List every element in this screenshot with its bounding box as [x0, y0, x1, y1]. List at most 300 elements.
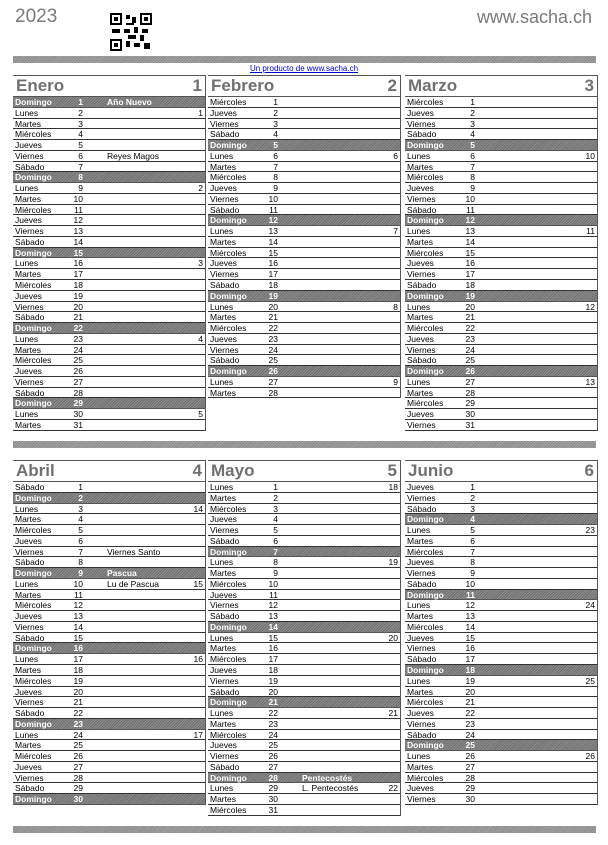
day-row: [405, 633, 597, 644]
day-number: 24: [465, 729, 475, 740]
day-row: [13, 600, 205, 611]
day-row: [405, 119, 597, 130]
day-name: Miércoles: [210, 323, 247, 334]
day-name: Sábado: [407, 578, 437, 589]
day-name: Lunes: [210, 783, 234, 794]
day-name: Martes: [407, 761, 433, 772]
day-row: [13, 633, 205, 644]
day-row: [13, 129, 205, 140]
day-name: Jueves: [210, 740, 237, 751]
day-row: [208, 377, 400, 388]
site-label: www.sacha.ch: [476, 7, 592, 27]
day-name: Martes: [15, 514, 41, 525]
day-number: 14: [268, 236, 278, 247]
day-name: Miércoles: [15, 751, 52, 762]
day-name: Miércoles: [407, 398, 444, 409]
day-row: [13, 697, 205, 708]
day-name: Sábado: [15, 312, 45, 323]
day-name: Sábado: [210, 204, 240, 215]
holiday-label: Pascua: [107, 568, 137, 579]
day-number: 9: [470, 183, 475, 194]
day-name: Lunes: [210, 150, 234, 161]
day-row: [405, 420, 597, 431]
day-number: 29: [73, 398, 83, 409]
day-name: Viernes: [407, 794, 436, 805]
day-name: Domingo: [15, 492, 52, 503]
day-number: 2: [470, 492, 475, 503]
day-row: [208, 783, 400, 794]
day-number: 22: [268, 323, 278, 334]
day-number: 24: [465, 344, 475, 355]
day-number: 12: [268, 600, 278, 611]
day-name: Martes: [210, 236, 236, 247]
day-number: 5: [470, 525, 475, 536]
day-row: [208, 514, 400, 525]
month-header: [405, 460, 597, 482]
sunday-row: [405, 590, 597, 601]
day-row: [208, 730, 400, 741]
day-name: Domingo: [15, 97, 52, 107]
day-name: Jueves: [407, 183, 434, 194]
day-name: Domingo: [15, 398, 52, 409]
day-number: 28: [268, 387, 278, 398]
day-number: 28: [73, 772, 83, 783]
day-name: Domingo: [15, 172, 52, 183]
day-row: [405, 162, 597, 173]
day-number: 28: [73, 387, 83, 398]
day-row: [405, 719, 597, 730]
sunday-row: [208, 547, 400, 558]
day-name: Viernes: [407, 193, 436, 204]
day-number: 7: [273, 161, 278, 172]
day-name: Sábado: [15, 387, 45, 398]
day-number: 24: [268, 729, 278, 740]
day-name: Jueves: [210, 514, 237, 525]
sunday-row: [208, 215, 400, 226]
day-number: 2: [78, 492, 83, 503]
day-number: 6: [78, 535, 83, 546]
day-name: Jueves: [15, 366, 42, 377]
day-row: [13, 611, 205, 622]
day-row: [208, 536, 400, 547]
day-name: Miércoles: [407, 247, 444, 258]
week-number: 13: [585, 376, 595, 387]
day-row: [208, 323, 400, 334]
day-number: 8: [78, 557, 83, 568]
day-name: Viernes: [210, 344, 239, 355]
sunday-row: [13, 568, 205, 579]
day-name: Jueves: [210, 589, 237, 600]
day-row: [13, 194, 205, 205]
day-name: Lunes: [407, 600, 431, 611]
day-number: 22: [73, 708, 83, 719]
day-name: Domingo: [210, 140, 247, 151]
day-number: 11: [74, 204, 83, 215]
month-header: [13, 460, 205, 482]
day-row: [13, 215, 205, 226]
day-name: Lunes: [210, 632, 234, 643]
day-row: [208, 280, 400, 291]
day-row: [405, 172, 597, 183]
day-name: Jueves: [15, 686, 42, 697]
day-number: 23: [73, 333, 83, 344]
day-name: Sábado: [15, 632, 45, 643]
day-number: 3: [273, 118, 278, 129]
day-name: Viernes: [407, 568, 436, 579]
day-row: [405, 129, 597, 140]
day-row: [208, 388, 400, 399]
day-number: 5: [273, 140, 278, 151]
day-number: 12: [465, 600, 475, 611]
day-number: 23: [465, 333, 475, 344]
day-row: [13, 183, 205, 194]
sunday-row: [405, 665, 597, 676]
day-number: 5: [470, 140, 475, 151]
sunday-row: [405, 215, 597, 226]
day-row: [405, 398, 597, 409]
day-number: 3: [78, 503, 83, 514]
day-row: [405, 205, 597, 216]
day-name: Sábado: [15, 161, 45, 172]
day-name: Lunes: [15, 258, 39, 269]
day-row: [405, 323, 597, 334]
holiday-label: Lu de Pascua: [107, 578, 159, 589]
week-number: 4: [198, 333, 203, 344]
day-number: 3: [78, 118, 83, 129]
day-number: 21: [268, 697, 278, 708]
day-row: [405, 302, 597, 313]
day-name: Miércoles: [15, 525, 52, 536]
month-name: Enero: [16, 76, 65, 95]
day-row: [13, 366, 205, 377]
day-number: 4: [273, 129, 278, 140]
day-row: [208, 355, 400, 366]
day-row: [13, 409, 205, 420]
day-name: Sábado: [407, 129, 437, 140]
day-name: Martes: [210, 312, 236, 323]
day-name: Domingo: [407, 665, 444, 676]
sunday-row: [405, 740, 597, 751]
week-number: 8: [393, 301, 398, 312]
day-name: Miércoles: [210, 503, 247, 514]
day-name: Lunes: [15, 729, 39, 740]
month-name: Febrero: [211, 76, 275, 95]
day-name: Martes: [210, 492, 236, 503]
week-number: 18: [388, 482, 398, 492]
day-row: [208, 633, 400, 644]
day-number: 25: [465, 740, 475, 751]
week-number: 6: [393, 150, 398, 161]
month-number: 2: [387, 76, 397, 95]
day-name: Martes: [210, 161, 236, 172]
day-row: [13, 654, 205, 665]
day-name: Jueves: [210, 107, 237, 118]
day-row: [405, 568, 597, 579]
day-row: [405, 97, 597, 108]
day-name: Sábado: [407, 654, 437, 665]
day-name: Viernes: [407, 718, 436, 729]
day-row: [208, 482, 400, 493]
day-name: Domingo: [15, 247, 52, 258]
day-number: 19: [73, 290, 83, 301]
week-number: 3: [198, 258, 203, 269]
day-row: [13, 525, 205, 536]
day-name: Viernes: [15, 621, 44, 632]
day-name: Viernes: [407, 344, 436, 355]
day-name: Martes: [15, 118, 41, 129]
day-number: 25: [73, 355, 83, 366]
day-number: 19: [465, 290, 475, 301]
day-number: 27: [73, 761, 83, 772]
day-row: [13, 280, 205, 291]
day-name: Miércoles: [15, 600, 52, 611]
day-number: 7: [78, 161, 83, 172]
day-row: [208, 129, 400, 140]
day-number: 1: [470, 482, 475, 492]
day-name: Miércoles: [15, 129, 52, 140]
day-row: [405, 794, 597, 805]
day-name: Domingo: [407, 740, 444, 751]
day-name: Jueves: [210, 258, 237, 269]
week-number: 9: [393, 376, 398, 387]
day-number: 29: [465, 783, 475, 794]
day-number: 22: [465, 708, 475, 719]
day-row: [13, 312, 205, 323]
day-number: 26: [268, 751, 278, 762]
sunday-row: [208, 622, 400, 633]
sunday-row: [13, 248, 205, 259]
day-name: Viernes: [15, 697, 44, 708]
day-row: [208, 676, 400, 687]
day-number: 7: [78, 546, 83, 557]
day-row: [13, 151, 205, 162]
day-name: Viernes: [15, 772, 44, 783]
day-number: 29: [73, 783, 83, 794]
day-number: 6: [78, 150, 83, 161]
week-number: 11: [586, 226, 595, 237]
day-name: Lunes: [407, 525, 431, 536]
day-name: Viernes: [210, 751, 239, 762]
day-row: [13, 119, 205, 130]
day-name: Jueves: [407, 409, 434, 420]
day-number: 22: [268, 708, 278, 719]
day-number: 26: [465, 751, 475, 762]
month-febrero: [208, 75, 401, 398]
day-row: [13, 622, 205, 633]
day-number: 19: [465, 675, 475, 686]
day-number: 21: [73, 697, 83, 708]
day-name: Viernes: [15, 301, 44, 312]
day-row: [405, 600, 597, 611]
week-number: 24: [585, 600, 595, 611]
day-row: [405, 547, 597, 558]
day-number: 8: [273, 557, 278, 568]
day-name: Sábado: [210, 535, 240, 546]
day-number: 11: [269, 204, 278, 215]
day-name: Viernes: [15, 150, 44, 161]
day-name: Miércoles: [407, 697, 444, 708]
day-number: 20: [73, 686, 83, 697]
month-number: 6: [584, 461, 594, 480]
week-number: 15: [193, 578, 203, 589]
day-name: Lunes: [407, 751, 431, 762]
holiday-label: Reyes Magos: [107, 150, 159, 161]
day-row: [208, 151, 400, 162]
day-row: [405, 525, 597, 536]
day-name: Miércoles: [407, 621, 444, 632]
day-number: 12: [73, 215, 83, 226]
day-number: 14: [73, 621, 83, 632]
day-number: 18: [465, 665, 475, 676]
day-number: 11: [269, 589, 278, 600]
day-row: [13, 108, 205, 119]
day-number: 17: [268, 654, 278, 665]
day-row: [405, 226, 597, 237]
day-number: 26: [73, 751, 83, 762]
day-row: [208, 590, 400, 601]
day-number: 6: [470, 150, 475, 161]
day-name: Domingo: [15, 794, 52, 805]
day-row: [208, 525, 400, 536]
sunday-row: [208, 773, 400, 784]
day-number: 13: [465, 611, 475, 622]
day-number: 11: [466, 204, 475, 215]
day-row: [405, 611, 597, 622]
day-row: [405, 773, 597, 784]
day-number: 6: [273, 535, 278, 546]
day-name: Lunes: [210, 301, 234, 312]
day-name: Jueves: [15, 290, 42, 301]
day-row: [13, 377, 205, 388]
month-number: 4: [192, 461, 202, 480]
sunday-row: [405, 514, 597, 525]
day-name: Viernes: [210, 600, 239, 611]
day-number: 4: [78, 514, 83, 525]
day-name: Sábado: [407, 355, 437, 366]
sunday-row: [208, 140, 400, 151]
day-name: Martes: [15, 419, 41, 430]
day-number: 1: [78, 97, 83, 107]
day-name: Lunes: [15, 183, 39, 194]
day-row: [208, 108, 400, 119]
day-number: 17: [465, 269, 475, 280]
day-name: Sábado: [15, 557, 45, 568]
day-number: 8: [78, 172, 83, 183]
day-name: Martes: [210, 568, 236, 579]
day-row: [13, 557, 205, 568]
day-name: Sábado: [407, 503, 437, 514]
month-name: Abril: [16, 461, 55, 480]
sunday-row: [13, 794, 205, 805]
day-name: Jueves: [407, 258, 434, 269]
day-number: 8: [273, 172, 278, 183]
day-number: 18: [268, 280, 278, 291]
day-name: Viernes: [15, 546, 44, 557]
day-number: 14: [268, 621, 278, 632]
product-link[interactable]: Un producto de www.sacha.ch: [249, 64, 359, 73]
day-row: [208, 172, 400, 183]
day-row: [405, 762, 597, 773]
day-number: 17: [73, 654, 83, 665]
day-row: [13, 258, 205, 269]
week-number: 10: [585, 150, 595, 161]
day-row: [208, 312, 400, 323]
day-name: Miércoles: [210, 172, 247, 183]
day-number: 27: [465, 761, 475, 772]
day-number: 25: [73, 740, 83, 751]
day-number: 26: [73, 366, 83, 377]
day-row: [13, 676, 205, 687]
day-name: Martes: [407, 312, 433, 323]
day-name: Jueves: [407, 557, 434, 568]
day-row: [405, 751, 597, 762]
sunday-row: [13, 323, 205, 334]
day-row: [13, 162, 205, 173]
day-name: Domingo: [210, 290, 247, 301]
day-number: 10: [73, 578, 83, 589]
day-number: 15: [268, 632, 278, 643]
day-name: Domingo: [407, 589, 444, 600]
day-name: Jueves: [15, 215, 42, 226]
day-number: 10: [268, 193, 278, 204]
day-number: 21: [465, 312, 475, 323]
day-name: Lunes: [15, 107, 39, 118]
day-row: [13, 205, 205, 216]
day-row: [208, 665, 400, 676]
day-row: [13, 762, 205, 773]
day-row: [208, 269, 400, 280]
day-name: Viernes: [407, 419, 436, 430]
holiday-label: L. Pentecostés: [302, 783, 359, 794]
day-number: 9: [273, 183, 278, 194]
day-number: 30: [268, 794, 278, 805]
day-number: 9: [273, 568, 278, 579]
day-name: Sábado: [210, 611, 240, 622]
day-row: [13, 547, 205, 558]
day-number: 16: [73, 643, 83, 654]
day-name: Sábado: [210, 280, 240, 291]
week-number: 21: [388, 708, 398, 719]
day-name: Lunes: [407, 301, 431, 312]
day-name: Viernes: [407, 269, 436, 280]
week-number: 2: [198, 183, 203, 194]
day-name: Domingo: [210, 621, 247, 632]
day-row: [13, 482, 205, 493]
day-number: 23: [465, 718, 475, 729]
day-number: 28: [268, 772, 278, 783]
day-name: Sábado: [15, 482, 45, 492]
day-number: 13: [73, 611, 83, 622]
day-row: [13, 291, 205, 302]
day-name: Sábado: [210, 686, 240, 697]
day-row: [208, 740, 400, 751]
day-number: 25: [268, 740, 278, 751]
month-name: Marzo: [408, 76, 458, 95]
day-number: 30: [465, 409, 475, 420]
day-name: Domingo: [15, 323, 52, 334]
day-number: 29: [268, 783, 278, 794]
day-number: 12: [268, 215, 278, 226]
day-row: [13, 579, 205, 590]
day-name: Sábado: [407, 204, 437, 215]
sunday-row: [405, 366, 597, 377]
day-number: 14: [73, 236, 83, 247]
day-number: 1: [78, 482, 83, 492]
day-name: Jueves: [15, 140, 42, 151]
day-row: [13, 751, 205, 762]
day-name: Miércoles: [407, 97, 444, 107]
day-number: 2: [273, 107, 278, 118]
